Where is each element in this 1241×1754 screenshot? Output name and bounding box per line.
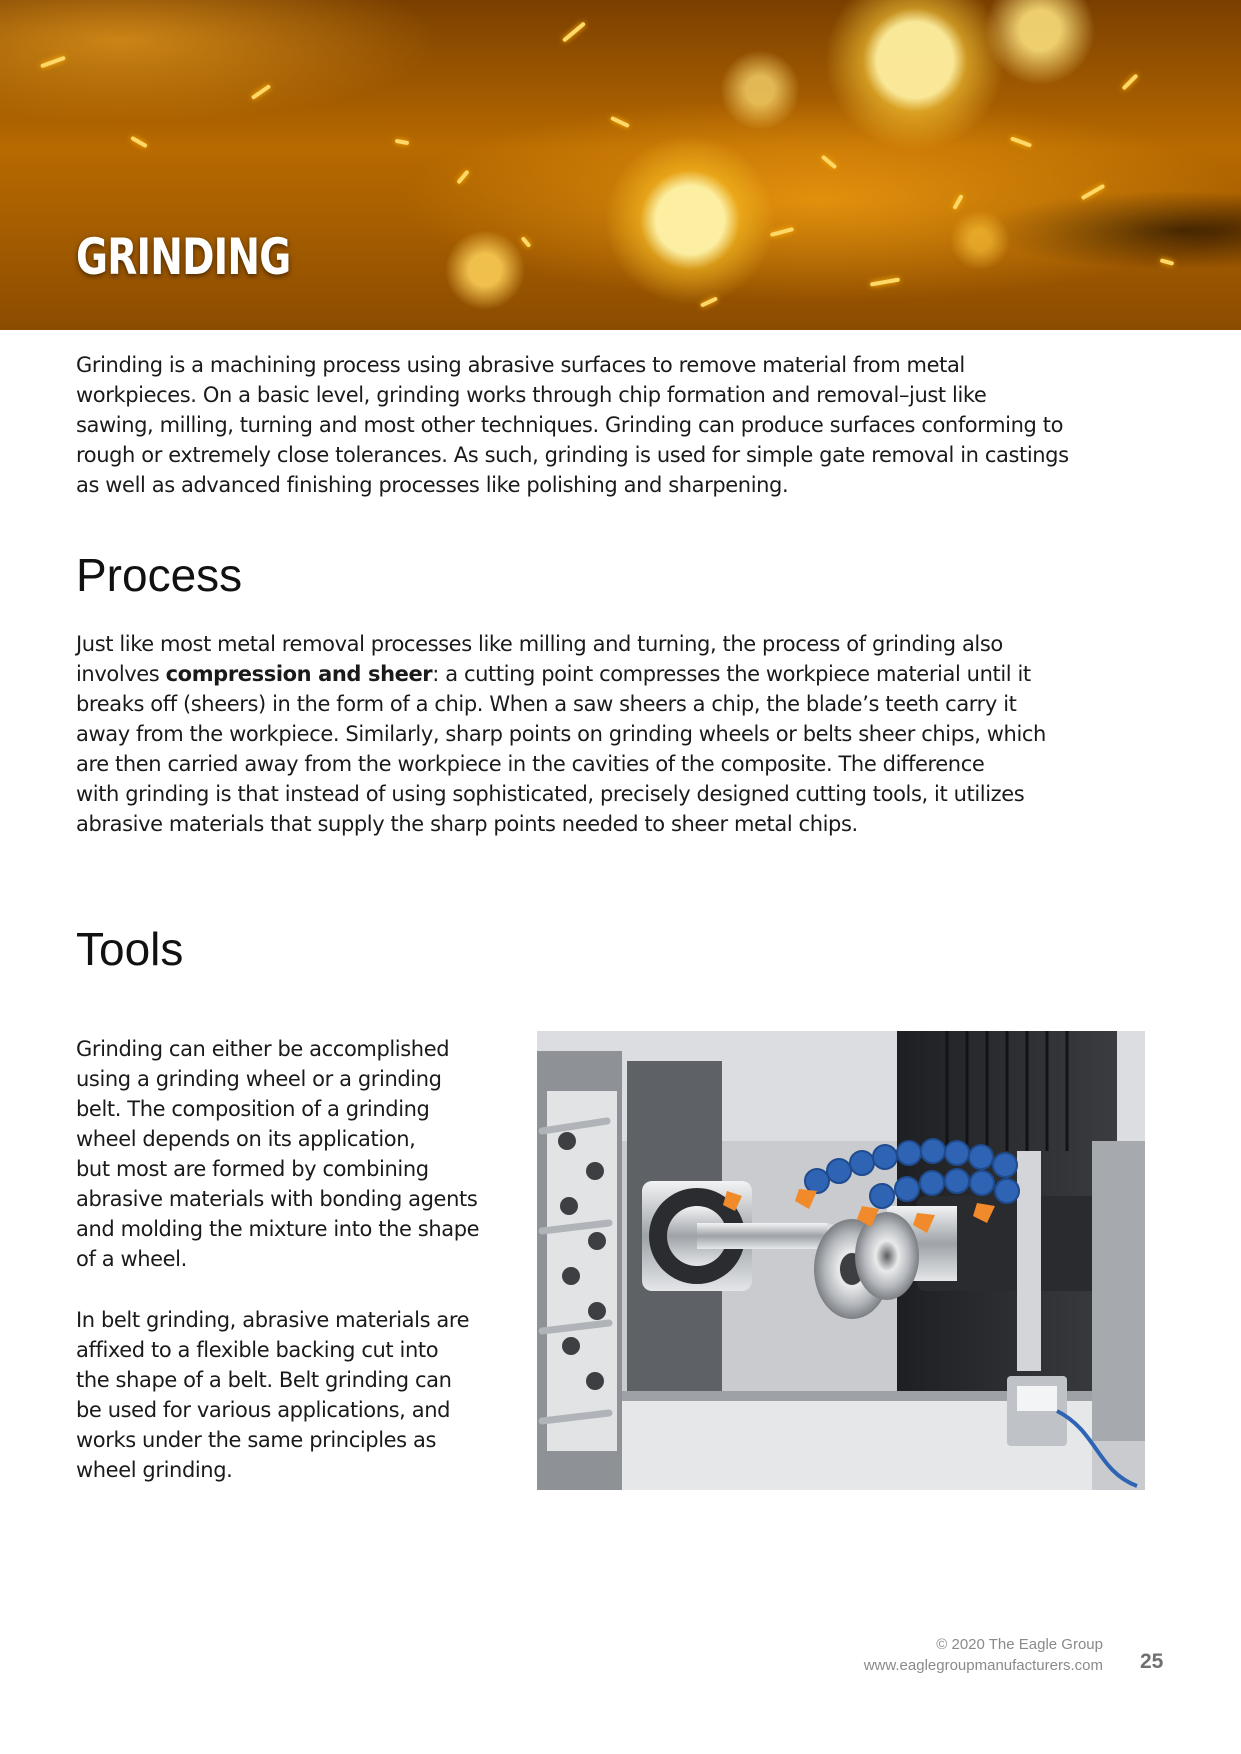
text-line: and molding the mixture into the shape [76,1217,480,1241]
footer-copyright: © 2020 The Eagle Group [936,1636,1103,1653]
spark [821,155,837,170]
text-line: workpieces. On a basic level, grinding works through chip formation and removal–just like [76,383,987,407]
text-line: the shape of a belt. Belt grinding can [76,1368,452,1392]
text-line: are then carried away from the workpiece in the cavities of the composite. The difference [76,752,985,776]
tools-paragraph-belt [76,1305,469,1485]
text-line: with grinding is that instead of using sophisticated, precisely designed cutting tools, it utilizes [76,782,1025,806]
text-line: of a wheel. [76,1247,187,1271]
spark [700,296,718,307]
page-number: 25 [1140,1650,1164,1673]
text-segment: : a cutting point compresses the workpiece material until it [432,662,1031,686]
text-line: away from the workpiece. Similarly, sharp points on grinding wheels or belts sheer chips, which [76,722,1046,746]
grinding-machine-photo [537,1031,1145,1490]
text-segment: involves [76,662,166,686]
text-line: abrasive materials that supply the sharp points needed to sheer metal chips. [76,812,858,836]
text-line: rough or extremely close tolerances. As such, grinding is used for simple gate removal in castings [76,443,1069,467]
spark [770,227,794,237]
spark [40,56,66,69]
spark [1081,184,1106,200]
spark [395,139,409,145]
hero-banner [0,0,1241,330]
text-line: using a grinding wheel or a grinding [76,1067,442,1091]
spark [1160,258,1175,265]
spark [251,84,271,100]
footer-website[interactable]: www.eaglegroupmanufacturers.com [863,1657,1103,1674]
tools-heading: Tools [76,923,184,975]
bold-term: compression and sheer [165,662,433,686]
text-line [76,659,1046,689]
intro-paragraph [76,350,1069,500]
spark [1122,74,1139,91]
spark [456,170,469,185]
text-line: Just like most metal removal processes like milling and turning, the process of grinding also [76,632,1003,656]
spark [521,236,532,248]
text-line: breaks off (sheers) in the form of a chip. When a saw sheers a chip, the blade’s teeth carry it [76,692,1017,716]
process-paragraph [76,629,1046,839]
spark [1010,136,1032,147]
text-line: Grinding can either be accomplished [76,1037,450,1061]
text-line: affixed to a flexible backing cut into [76,1338,439,1362]
text-line: Grinding is a machining process using abrasive surfaces to remove material from metal [76,353,965,377]
text-line: wheel depends on its application, [76,1127,416,1151]
spark [870,277,900,286]
text-line: as well as advanced finishing processes like polishing and sharpening. [76,473,789,497]
spark [130,136,148,148]
tools-paragraph-wheel [76,1034,479,1274]
text-line: but most are formed by combining [76,1157,429,1181]
spark [610,116,630,128]
grinding-machine-illustration [537,1031,1145,1490]
page-title: GRINDING [76,228,291,286]
text-line: works under the same principles as [76,1428,437,1452]
spark [952,194,963,210]
text-line: abrasive materials with bonding agents [76,1187,478,1211]
text-line: be used for various applications, and [76,1398,451,1422]
spark [562,21,586,42]
text-line: belt. The composition of a grinding [76,1097,430,1121]
process-heading: Process [76,549,243,601]
text-line: wheel grinding. [76,1458,233,1482]
text-line: sawing, milling, turning and most other techniques. Grinding can produce surfaces conforming to [76,413,1064,437]
text-line: In belt grinding, abrasive materials are [76,1308,470,1332]
